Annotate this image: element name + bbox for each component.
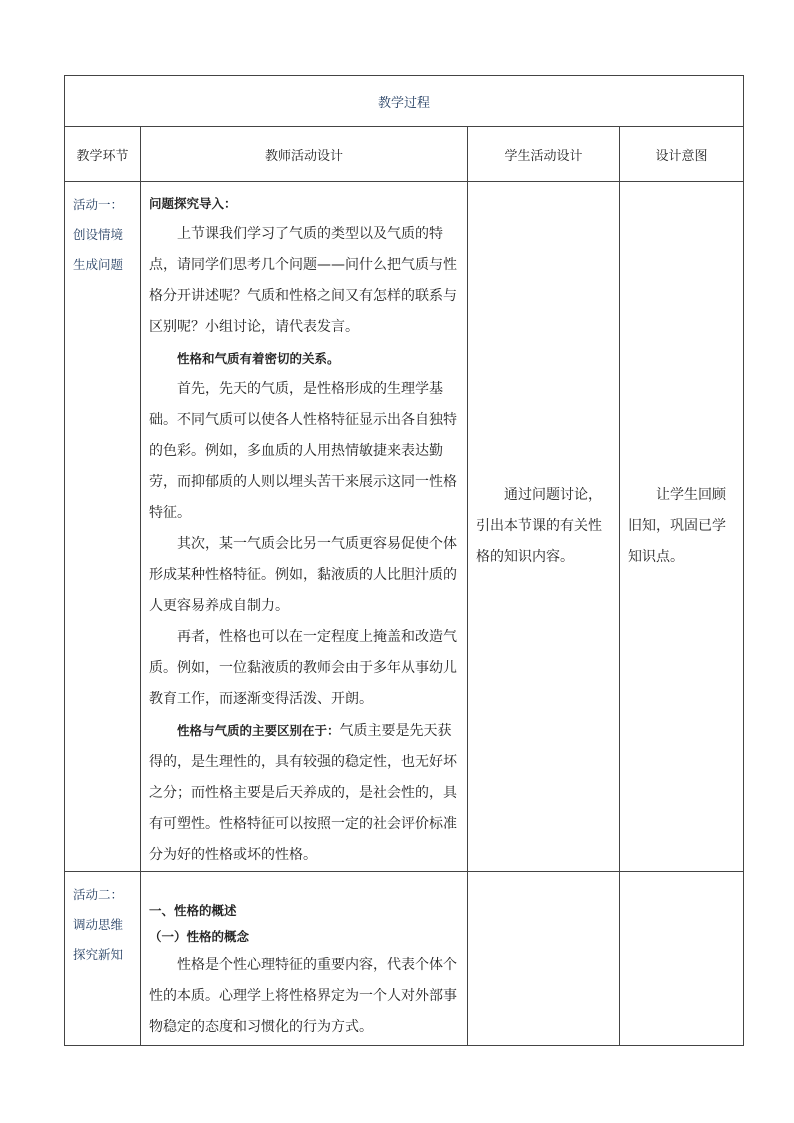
intro-heading: 问题探究导入： — [149, 196, 237, 211]
design-intent-text: 让学生回顾旧知，巩固已学知识点。 — [628, 487, 726, 565]
stage-label-line: 活动二： — [73, 887, 124, 902]
paragraph: 首先，先天的气质，是性格形成的生理学基础。不同气质可以使各人性格特征显示出各自独特的色彩。例如，多血质的人用热情敏捷来表达勤劳，而抑郁质的人则以埋头苦干来展示这同一性格特征。 — [149, 381, 457, 521]
stage-label-line: 创设情境 — [73, 227, 124, 242]
header-stage: 教学环节 — [65, 127, 141, 182]
teacher-activity-cell-2 — [141, 872, 468, 1046]
header-teacher: 教师活动设计 — [141, 127, 468, 182]
paragraph — [149, 715, 461, 871]
student-activity-cell-1 — [468, 182, 620, 872]
difference-text: 气质主要是先天获得的，是生理性的，具有较强的稳定性，也无好坏之分；而性格主要是后天养成的，是社会性的，具有可塑性。性格特征可以按照一定的社会评价标准分为好的性格或坏的性格。 — [149, 723, 457, 863]
relation-heading: 性格和气质有着密切的关系。 — [177, 351, 340, 366]
stage-label-line: 活动一： — [73, 197, 124, 212]
subsection-heading: （一）性格的概念 — [149, 929, 250, 944]
paragraph: 再者，性格也可以在一定程度上掩盖和改造气质。例如，一位黏液质的教师会由于多年从事幼儿教育工作，而逐渐变得活泼、开朗。 — [149, 629, 457, 707]
design-intent-cell-2 — [620, 872, 744, 1046]
student-activity-text: 通过问题讨论，引出本节课的有关性格的知识内容。 — [476, 487, 602, 565]
design-intent-cell-1 — [620, 182, 744, 872]
stage-cell-activity-1 — [65, 182, 141, 872]
stage-label-line: 探究新知 — [73, 947, 124, 962]
stage-cell-activity-2 — [65, 872, 141, 1046]
table-row — [65, 182, 744, 872]
stage-label-line: 生成问题 — [73, 257, 124, 272]
section-heading: 一、性格的概述 — [149, 903, 237, 918]
header-intent: 设计意图 — [620, 127, 744, 182]
table-title: 教学过程 — [65, 76, 744, 127]
paragraph: 其次，某一气质会比另一气质更容易促使个体形成某种性格特征。例如，黏液质的人比胆汁质的人更容易养成自制力。 — [149, 536, 457, 614]
difference-heading: 性格与气质的主要区别在于： — [177, 723, 340, 738]
table-row — [65, 872, 744, 1046]
stage-label-line: 调动思维 — [73, 917, 124, 932]
teacher-activity-cell-1 — [141, 182, 468, 872]
spacer — [149, 878, 461, 898]
paragraph: 上节课我们学习了气质的类型以及气质的特点，请同学们思考几个问题——问什么把气质与性格分开讲述呢？气质和性格之间又有怎样的联系与区别呢？小组讨论，请代表发言。 — [149, 226, 457, 335]
teaching-process-table — [64, 75, 744, 1046]
student-activity-cell-2 — [468, 872, 620, 1046]
header-student: 学生活动设计 — [468, 127, 620, 182]
paragraph: 性格是个性心理特征的重要内容，代表个体个性的本质。心理学上将性格界定为一个人对外部事物稳定的态度和习惯化的行为方式。 — [149, 957, 457, 1035]
